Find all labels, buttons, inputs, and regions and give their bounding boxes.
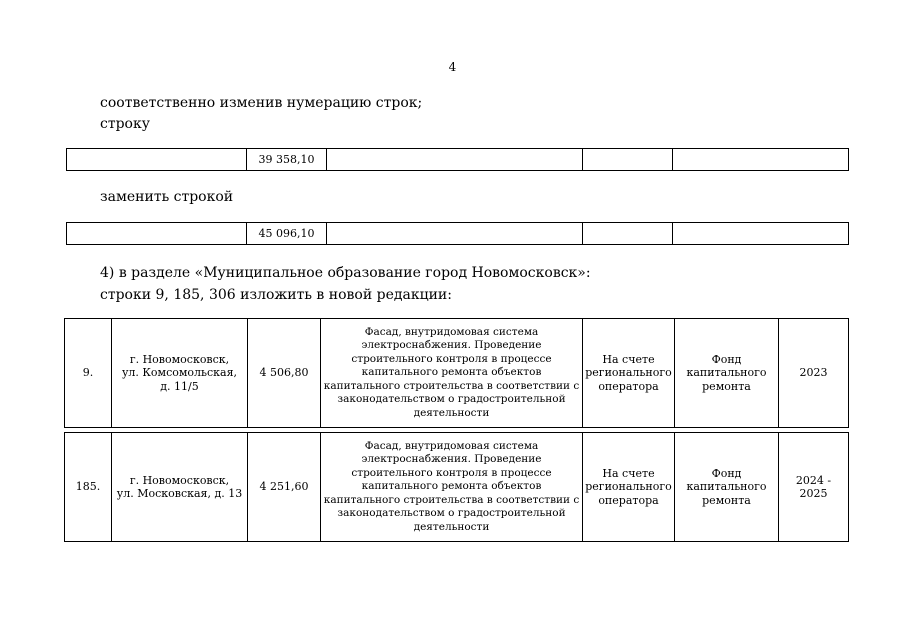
page-number: 4 — [448, 60, 457, 74]
row-number-cell: 9. — [65, 319, 112, 428]
description-cell: Фасад, внутридомовая система электроснабжения. Проведение строительного контроля в процессе капитального ремонта объектов капитального строительства в соответствии с законодательством о градостроительной деятельности — [321, 433, 583, 542]
table-cell — [327, 223, 583, 245]
amount-cell: 39 358,10 — [247, 149, 327, 171]
table-row — [65, 433, 849, 542]
period-cell: 2023 — [779, 319, 849, 428]
table-row-9 — [64, 318, 849, 428]
table-cell — [67, 149, 247, 171]
paragraph-renumber-note: соответственно изменив нумерацию строк; — [100, 95, 423, 111]
table-cell — [583, 223, 673, 245]
fund-cell: Фонд капитального ремонта — [675, 433, 779, 542]
paragraph-row-label: строку — [100, 116, 150, 132]
table-cell — [67, 223, 247, 245]
paragraph-replace-with: заменить строкой — [100, 189, 234, 205]
account-cell: На счете регионального оператора — [583, 433, 675, 542]
fund-cell: Фонд капитального ремонта — [675, 319, 779, 428]
table-row — [67, 149, 849, 171]
table-row — [65, 319, 849, 428]
amount-cell: 4 506,80 — [248, 319, 321, 428]
paragraph-rows-instruction: строки 9, 185, 306 изложить в новой редакции: — [100, 287, 452, 303]
table-row-185 — [64, 432, 849, 542]
amount-cell: 4 251,60 — [248, 433, 321, 542]
address-cell: г. Новомосковск, ул. Московская, д. 13 — [112, 433, 248, 542]
period-cell: 2024 - 2025 — [779, 433, 849, 542]
table-cell — [673, 223, 849, 245]
table-cell — [327, 149, 583, 171]
description-cell: Фасад, внутридомовая система электроснабжения. Проведение строительного контроля в процессе капитального ремонта объектов капитального строительства в соответствии с законодательством о градостроительной деятельности — [321, 319, 583, 428]
table-old-row — [66, 148, 849, 171]
paragraph-section-heading: 4) в разделе «Муниципальное образование город Новомосковск»: — [100, 265, 591, 281]
table-cell — [583, 149, 673, 171]
address-cell: г. Новомосковск, ул. Комсомольская, д. 11/5 — [112, 319, 248, 428]
amount-cell: 45 096,10 — [247, 223, 327, 245]
row-number-cell: 185. — [65, 433, 112, 542]
table-new-row — [66, 222, 849, 245]
account-cell: На счете регионального оператора — [583, 319, 675, 428]
table-cell — [673, 149, 849, 171]
table-row — [67, 223, 849, 245]
